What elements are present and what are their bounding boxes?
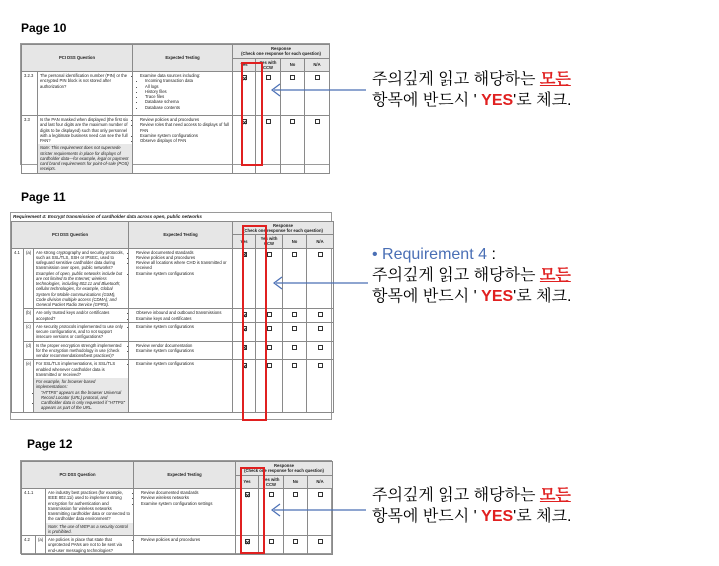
row-question: Are only trusted keys and/or certificates accepted? <box>34 309 129 323</box>
arrow-icon <box>268 500 368 520</box>
row-question: Is the PAN masked when displayed (the first six and last four digits are the maximum number of digits to be displayed) such that only personnel with a legitimate business need can see the full PAN? Note: This requirement does not supersede stricter requirements in place for displays of cardholder data—for example, legal or payment card brand requirements for point-of-sale (POS) receipts. <box>38 116 133 174</box>
row-letter: (b) <box>24 309 34 323</box>
table-row <box>22 536 333 555</box>
col-header-na: N/A <box>308 475 333 489</box>
na-checkbox[interactable] <box>318 363 323 368</box>
row-note: Note: This requirement does not supersede stricter requirements in place for displays of cardholder data—for example, legal or payment card brand requirements for point-of-sale (POS) receipts. <box>38 144 132 172</box>
no-checkbox[interactable] <box>292 252 297 257</box>
col-header-yes-ccw: Yes with CCW <box>256 235 283 249</box>
col-header-no: No <box>283 235 307 249</box>
row-question: Are security protocols implemented to use only secure configurations, and to not support insecure versions or configurations? <box>34 322 129 341</box>
table-row <box>12 309 334 323</box>
yes-ccw-checkbox[interactable] <box>267 326 272 331</box>
col-header-yes-ccw: Yes with CCW <box>256 58 281 72</box>
col-header-testing: Expected Testing <box>133 45 233 72</box>
requirement-label: • Requirement 4 <box>372 246 492 263</box>
col-header-question: PCI DSS Question <box>22 45 133 72</box>
col-header-response: Response (Check one response for each question) <box>233 45 330 59</box>
col-header-na: N/A <box>307 235 334 249</box>
na-checkbox[interactable] <box>318 492 323 497</box>
na-checkbox[interactable] <box>318 252 323 257</box>
col-header-no: No <box>281 58 305 72</box>
col-header-na: N/A <box>305 58 330 72</box>
yes-column-highlight <box>242 225 267 421</box>
col-header-response: Response (Check one response for each question) <box>236 462 333 476</box>
no-checkbox[interactable] <box>292 326 297 331</box>
row-note: Note: The use of WEP as a security control is prohibited. <box>46 523 133 536</box>
annotation-page11: • Requirement 4 : 주의깊게 읽고 해당하는 모든 항목에 반드시 ' YES'로 체크. <box>372 246 572 305</box>
row-letter: (a) <box>36 536 46 555</box>
row-tests: • Review policies and procedures <box>134 536 236 555</box>
no-checkbox[interactable] <box>292 363 297 368</box>
yes-ccw-checkbox[interactable] <box>269 539 274 544</box>
page-label-12: Page 12 <box>27 437 73 451</box>
row-letter: (c) <box>24 322 34 341</box>
annotation-page10: 주의깊게 읽고 해당하는 모든 항목에 반드시 ' YES'로 체크. <box>372 71 572 109</box>
row-question: For SSL/TLS implementations, is SSL/TLS enabled whenever cardholder data is transmitted or received? For example, for browser-based implementations: • "HTTPS" appears as the browser Universal Record Locator (URL) protocol, and • Cardholder data is only requested if "HTTPS" appears as part of the URL. <box>34 360 129 412</box>
row-question: Are policies in place that state that unprotected PANs are not to be sent via end-user messaging technologies? <box>46 536 134 555</box>
row-number: 4.1.1 <box>22 489 46 536</box>
col-header-testing: Expected Testing <box>129 221 233 248</box>
page-label-10: Page 10 <box>21 21 67 35</box>
no-checkbox[interactable] <box>292 312 297 317</box>
na-checkbox[interactable] <box>318 539 323 544</box>
no-checkbox[interactable] <box>293 492 298 497</box>
row-tests: • Examine system configurations <box>129 360 233 412</box>
na-checkbox[interactable] <box>318 345 323 350</box>
table-row <box>12 360 334 412</box>
row-letter: (e) <box>24 360 34 412</box>
no-checkbox[interactable] <box>292 345 297 350</box>
page10-table-thumbnail <box>20 43 330 172</box>
na-checkbox[interactable] <box>318 326 323 331</box>
row-number: 3.2.3 <box>22 72 38 116</box>
no-checkbox[interactable] <box>293 539 298 544</box>
col-header-question: PCI DSS Question <box>22 462 134 489</box>
col-header-yes: Yes <box>233 235 256 249</box>
arrow-icon <box>270 273 370 293</box>
table-row <box>22 116 330 174</box>
row-tests: • Examine system configurations <box>129 322 233 341</box>
table-row <box>12 341 334 360</box>
na-checkbox[interactable] <box>318 312 323 317</box>
row-number: 4.1 <box>12 248 24 412</box>
row-question: Are industry best practices (for example, IEEE 802.11i) used to implement strong encryption for authentication and transmission for wireless networks transmitting cardholder data or connected to the cardholder data environment? Note: The use of WEP as a security control is prohibited. <box>46 489 134 536</box>
yes-column-highlight <box>241 62 263 166</box>
yes-ccw-checkbox[interactable] <box>267 363 272 368</box>
requirement-title: Requirement 4: Encrypt transmission of cardholder data across open, public networks <box>13 214 202 219</box>
row-letter: (a) <box>24 248 34 309</box>
col-header-testing: Expected Testing <box>134 462 236 489</box>
row-question: Is the proper encryption strength implemented for the encryption methodology in use (check vendor recommendations/best practices)? <box>34 341 129 360</box>
col-header-no: No <box>284 475 308 489</box>
yes-column-highlight <box>240 467 265 554</box>
col-header-question: PCI DSS Question <box>12 221 129 248</box>
yes-ccw-checkbox[interactable] <box>269 492 274 497</box>
row-question: Are strong cryptography and security protocols, such as SSL/TLS, SSH or IPSEC, used to safeguard sensitive cardholder data during transmission over open, public networks? Examples of open, public networks include but are not limited to the Internet; wireless technologies, including 802.11 and Bluetooth; cellular technologies, for example, Global System for Mobile communications (GSM), Code division multiple access (CDMA); and General Packet Radio Service (GPRS). <box>34 248 129 309</box>
yes-ccw-checkbox[interactable] <box>267 252 272 257</box>
page11-table-thumbnail <box>10 212 332 420</box>
row-letter: (d) <box>24 341 34 360</box>
row-number: 3.3 <box>22 116 38 174</box>
yes-ccw-checkbox[interactable] <box>267 312 272 317</box>
row-tests: • Observe inbound and outbound transmissions • Examine keys and certificates <box>129 309 233 323</box>
no-checkbox[interactable] <box>290 119 295 124</box>
col-header-response: Response (Check one response for each question) <box>233 221 334 235</box>
row-tests: • Examine data sources including: • Incoming transaction data • All logs • History files • Trace files • Database schema • Database contents <box>133 72 233 116</box>
row-number: 4.2 <box>22 536 36 555</box>
row-question: The personal identification number (PIN) or the encrypted PIN block is not stored after authorization? <box>38 72 133 116</box>
col-header-yes: Yes <box>236 475 259 489</box>
row-tests: • Review documented standards • Review policies and procedures • Review all locations where CHD is transmitted or received • Examine system configurations <box>129 248 233 309</box>
yes-ccw-checkbox[interactable] <box>267 345 272 350</box>
table-row <box>12 322 334 341</box>
col-header-yes-ccw: Yes with CCW <box>259 475 284 489</box>
annotation-page12: 주의깊게 읽고 해당하는 모든 항목에 반드시 ' YES'로 체크. <box>372 487 572 525</box>
na-checkbox[interactable] <box>315 119 320 124</box>
page-label-11: Page 11 <box>21 190 66 204</box>
row-tests: • Review documented standards • Review wireless networks • Examine system configuration settings <box>134 489 236 536</box>
yes-ccw-checkbox[interactable] <box>266 119 271 124</box>
row-tests: • Review policies and procedures • Review roles that need access to displays of full PAN • Examine system configurations • Observe displays of PAN <box>133 116 233 174</box>
row-tests: • Review vendor documentation • Examine system configurations <box>129 341 233 360</box>
col-header-yes: Yes <box>233 58 256 72</box>
arrow-icon <box>268 80 368 100</box>
